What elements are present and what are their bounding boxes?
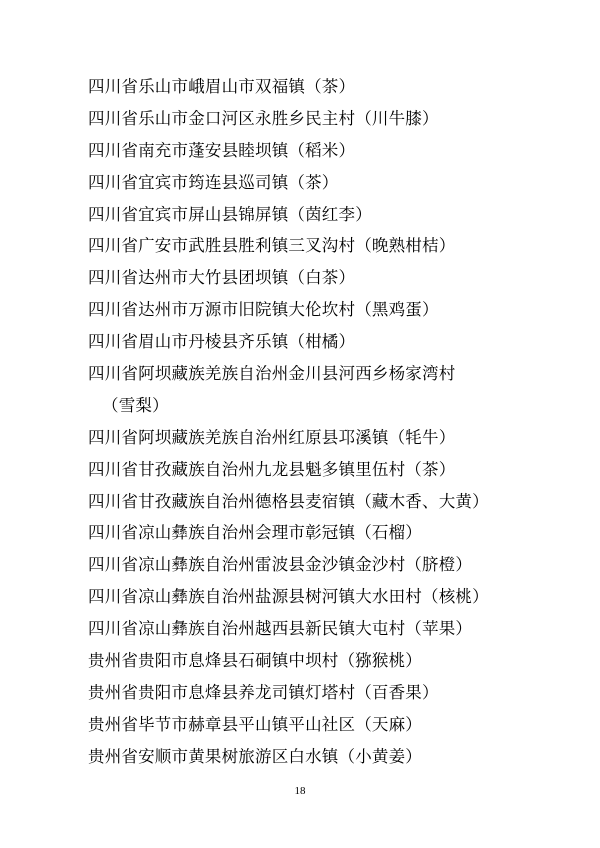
list-item: 四川省阿坝藏族羌族自治州红原县邛溪镇（牦牛） [88, 427, 456, 447]
list-item: 四川省阿坝藏族羌族自治州金川县河西乡杨家湾村 [88, 364, 456, 384]
page-number: 18 [294, 785, 306, 797]
list-item: 四川省达州市大竹县团坝镇（白茶） [88, 268, 356, 288]
list-item: 四川省达州市万源市旧院镇大伦坎村（黑鸡蛋） [88, 300, 439, 320]
list-item: 贵州省毕节市赫章县平山镇平山社区（天麻） [88, 714, 422, 734]
list-item: 四川省甘孜藏族自治州德格县麦宿镇（藏木香、大黄） [88, 491, 489, 511]
list-item: 四川省凉山彝族自治州会理市彰冠镇（石榴） [88, 523, 422, 543]
list-item: 四川省宜宾市屏山县锦屏镇（茵红李） [88, 204, 372, 224]
list-item: 四川省凉山彝族自治州越西县新民镇大屯村（苹果） [88, 619, 473, 639]
village-list [88, 71, 528, 773]
list-item: 四川省乐山市峨眉山市双福镇（茶） [88, 77, 356, 96]
list-item: 贵州省贵阳市息烽县养龙司镇灯塔村（百香果） [88, 682, 439, 702]
list-item: 四川省南充市蓬安县睦坝镇（稻米） [88, 140, 356, 160]
list-item: 贵州省贵阳市息烽县石硐镇中坝村（猕猴桃） [88, 651, 422, 671]
list-item-continuation: （雪梨） [102, 395, 169, 415]
list-item: 四川省凉山彝族自治州盐源县树河镇大水田村（核桃） [88, 587, 489, 607]
list-item: 四川省广安市武胜县胜利镇三叉沟村（晚熟柑桔） [88, 236, 456, 256]
list-item: 四川省乐山市金口河区永胜乡民主村（川牛膝） [88, 108, 439, 128]
list-item: 贵州省安顺市黄果树旅游区白水镇（小黄姜） [88, 746, 422, 766]
list-item: 四川省眉山市丹棱县齐乐镇（柑橘） [88, 332, 356, 352]
list-item: 四川省宜宾市筠连县巡司镇（茶） [88, 172, 339, 192]
list-item: 四川省甘孜藏族自治州九龙县魁多镇里伍村（茶） [88, 459, 456, 479]
list-item: 四川省凉山彝族自治州雷波县金沙镇金沙村（脐橙） [88, 555, 473, 575]
